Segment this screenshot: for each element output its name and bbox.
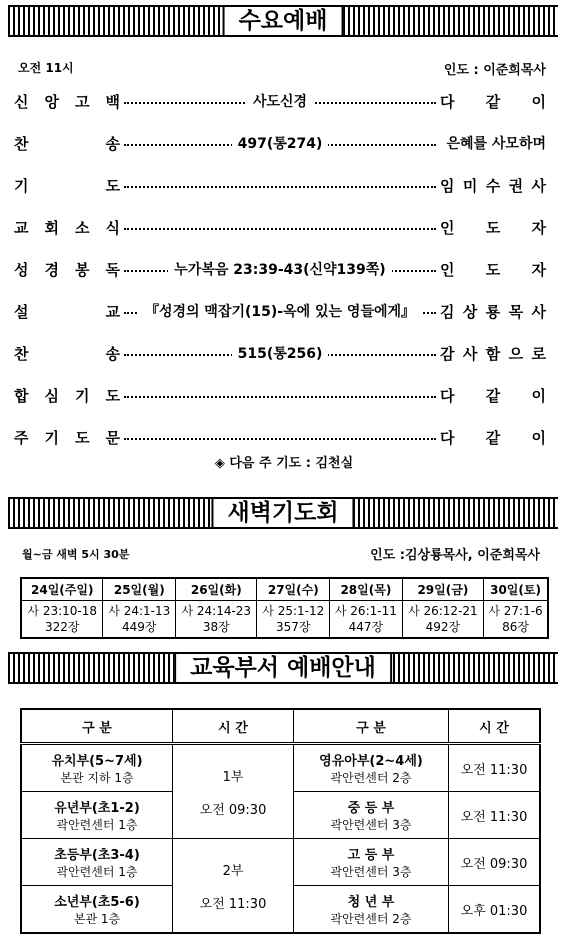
order-row (14, 332, 546, 374)
order-content: 515(통256) (232, 343, 329, 363)
dawn-day: 25일(월) (103, 578, 176, 601)
dawn-time: 월~금 새벽 5시 30분 (22, 548, 130, 561)
department-cell (294, 839, 449, 886)
dawn-reading (103, 601, 176, 639)
time-cell: 오전 09:30 (449, 839, 541, 886)
header-time: 시 간 (173, 709, 294, 744)
department-place: 본관 지하 1층 (60, 771, 134, 785)
dawn-passage: 사 25:1-12 (262, 604, 325, 618)
time-cell (173, 839, 294, 934)
education-row (21, 839, 540, 886)
dawn-hymn: 38장 (202, 620, 230, 634)
order-label: 합 심 기 도 (14, 386, 120, 405)
dawn-reading (330, 601, 403, 639)
dawn-passage: 사 23:10-18 (27, 604, 98, 618)
dawn-title: 새벽기도회 (211, 499, 354, 527)
dawn-hymn: 449장 (122, 620, 157, 634)
order-content: 497(통274) (232, 133, 329, 153)
order-leader: 임 미 수 권 사 (440, 176, 546, 195)
dawn-day: 26일(화) (176, 578, 257, 601)
department-place: 곽안련센터 2층 (330, 771, 412, 785)
dot-leader (124, 427, 436, 447)
department-name: 중 등 부 (347, 801, 395, 816)
dot-leader (124, 259, 436, 279)
order-label: 성 경 봉 독 (14, 260, 120, 279)
dawn-day: 29일(금) (402, 578, 483, 601)
dot-leader (124, 91, 436, 111)
dawn-day: 30일(토) (484, 578, 548, 601)
department-cell (21, 839, 173, 886)
header-time: 시 간 (449, 709, 541, 744)
dawn-passage: 사 24:14-23 (181, 604, 252, 618)
order-leader: 다 같 이 (440, 386, 546, 405)
department-cell (294, 792, 449, 839)
order-row (14, 374, 546, 416)
department-place: 곽안련센터 1층 (56, 818, 138, 832)
dawn-hymn: 357장 (276, 620, 311, 634)
department-place: 곽안련센터 3층 (330, 818, 412, 832)
order-row (14, 206, 546, 248)
order-row (14, 80, 546, 122)
dot-leader (124, 301, 436, 321)
header-division: 구 분 (21, 709, 173, 744)
service-part: 2부 (222, 863, 244, 879)
department-place: 본관 1층 (73, 912, 121, 926)
dawn-hymn: 322장 (44, 620, 80, 634)
time-cell: 오후 01:30 (449, 886, 541, 934)
department-cell (21, 744, 173, 792)
department-cell (294, 744, 449, 792)
education-banner (8, 652, 558, 684)
dot-leader (124, 133, 436, 153)
department-name: 청 년 부 (347, 895, 395, 910)
education-table (20, 708, 541, 934)
order-label: 찬 송 (14, 134, 120, 153)
header-division: 구 분 (294, 709, 449, 744)
dawn-day: 24일(주일) (21, 578, 103, 601)
dot-leader (124, 343, 436, 363)
order-leader: 다 같 이 (440, 92, 546, 111)
dawn-passage: 사 24:1-13 (108, 604, 171, 618)
service-time: 오전 09:30 (199, 802, 267, 818)
dawn-hymn: 447장 (348, 620, 384, 634)
order-of-service (14, 80, 546, 458)
dawn-reading (176, 601, 257, 639)
wednesday-leader: 인도 : 이준희목사 (443, 63, 546, 78)
dawn-header-row (21, 578, 548, 601)
wednesday-time: 오전 11시 (18, 61, 74, 75)
dot-leader (124, 217, 436, 237)
order-label: 신 앙 고 백 (14, 92, 120, 111)
order-label: 주 기 도 문 (14, 428, 120, 447)
dawn-leader: 인도 :김상룡목사, 이준희목사 (370, 548, 540, 563)
department-name: 영유아부(2~4세) (319, 754, 423, 769)
education-row (21, 744, 540, 792)
department-name: 유년부(초1-2) (54, 801, 140, 816)
order-leader: 은혜를 사모하며 (446, 136, 546, 152)
department-name: 유치부(5~7세) (51, 754, 143, 769)
dawn-day: 28일(목) (330, 578, 403, 601)
department-cell (21, 792, 173, 839)
order-leader: 김 상 룡 목 사 (440, 302, 546, 321)
order-leader: 인 도 자 (440, 218, 546, 237)
order-content: 사도신경 (247, 91, 313, 111)
dot-leader (124, 175, 436, 195)
education-title: 교육부서 예배안내 (174, 654, 392, 682)
dawn-schedule-table (20, 577, 549, 639)
time-cell (173, 744, 294, 839)
order-row (14, 248, 546, 290)
order-row (14, 290, 546, 332)
dawn-passage: 사 26:12-21 (408, 604, 478, 618)
wednesday-title: 수요예배 (223, 7, 344, 35)
department-name: 초등부(초3-4) (54, 848, 140, 863)
order-row (14, 164, 546, 206)
dot-leader (124, 385, 436, 405)
order-row (14, 122, 546, 164)
dawn-hymn: 492장 (425, 620, 461, 634)
time-cell: 오전 11:30 (449, 792, 541, 839)
dawn-hymn: 86장 (502, 620, 529, 634)
dawn-passage: 사 27:1-6 (488, 604, 543, 618)
dawn-passage: 사 26:1-11 (334, 604, 397, 618)
next-week-prayer: ◈ 다음 주 기도 : 김천실 (214, 456, 354, 471)
department-place: 곽안련센터 1층 (56, 865, 138, 879)
service-part: 1부 (222, 769, 244, 785)
dawn-day: 27일(수) (257, 578, 330, 601)
department-name: 소년부(초5-6) (54, 895, 140, 910)
department-name: 고 등 부 (347, 848, 395, 863)
order-label: 기 도 (14, 176, 120, 195)
dawn-body-row (21, 601, 548, 639)
order-content: 『성경의 맥잡기(15)-옥에 있는 영들에게』 (139, 301, 421, 321)
department-place: 곽안련센터 2층 (330, 912, 412, 926)
dawn-reading (484, 601, 548, 639)
order-label: 설 교 (14, 302, 120, 321)
order-leader: 감 사 함 으 로 (440, 344, 546, 363)
wednesday-banner (8, 5, 558, 37)
order-content: 누가복음 23:39-43(신약139쪽) (168, 259, 391, 279)
time-cell: 오전 11:30 (449, 744, 541, 792)
department-place: 곽안련센터 3층 (330, 865, 412, 879)
dawn-reading (402, 601, 483, 639)
order-leader: 인 도 자 (440, 260, 546, 279)
order-leader: 다 같 이 (440, 428, 546, 447)
dawn-banner (8, 497, 558, 529)
dawn-reading (257, 601, 330, 639)
dawn-reading (21, 601, 103, 639)
education-header-row (21, 709, 540, 744)
service-time: 오전 11:30 (199, 896, 267, 912)
order-label: 교 회 소 식 (14, 218, 120, 237)
order-label: 찬 송 (14, 344, 120, 363)
